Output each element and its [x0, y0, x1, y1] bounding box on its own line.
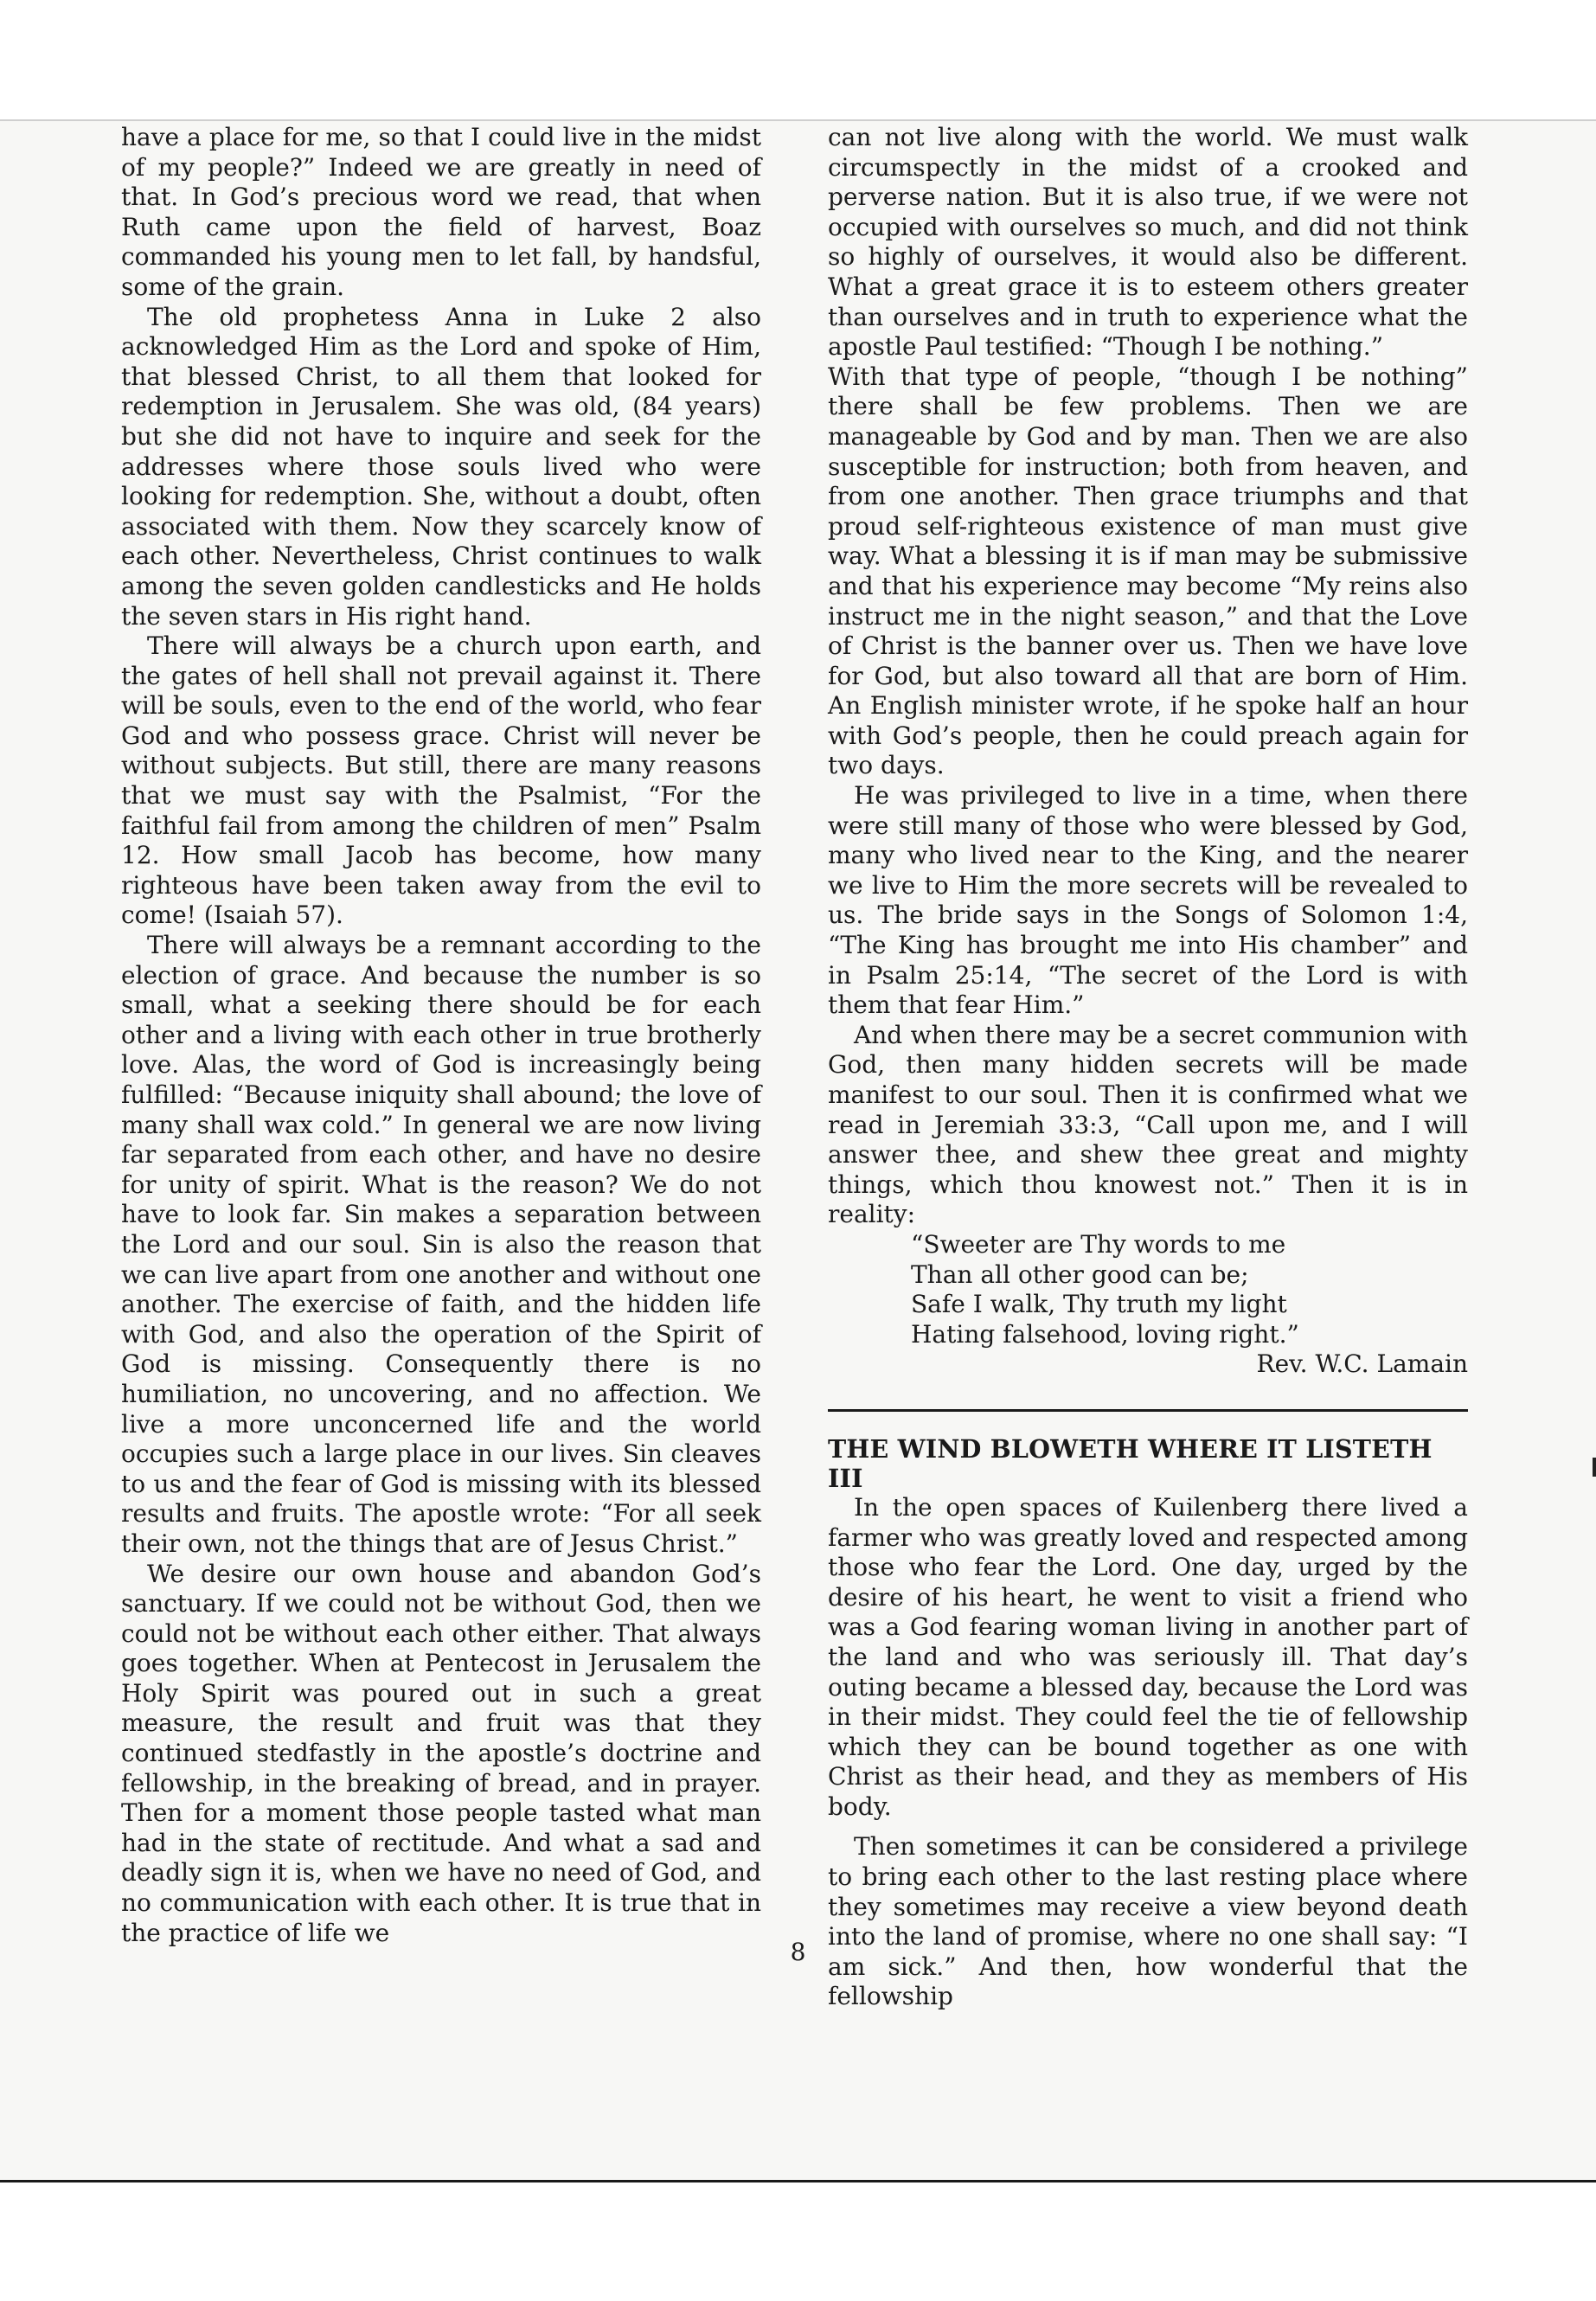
left-column	[121, 123, 761, 1948]
body-paragraph: With that type of people, “though I be nothing” there shall be few problems. Then we are manageable by God and by man. Then we are also susceptible for instruction; both from heaven, and from one another. Then grace triumphs and that proud self-righteous existence of man must give way. What a blessing it is if man may be submissive and that his experience may become “My reins also instruct me in the night season,” and that the Love of Christ is the banner over us. Then we have love for God, but also toward all that are born of Him. An English minister wrote, if he spoke half an hour with God’s people, then he could preach again for two days.	[828, 362, 1468, 780]
right-column	[828, 123, 1468, 2012]
body-paragraph: The old prophetess Anna in Luke 2 also acknowledged Him as the Lord and spoke of Him, that blessed Christ, to all them that looked for redemption in Jerusalem. She was old, (84 years) but she did not have to inquire and seek for the addresses where those souls lived who were looking for redemption. She, without a doubt, often associated with them. Now they scarcely know of each other. Nevertheless, Christ continues to walk among the seven golden candlesticks and He holds the seven stars in His right hand.	[121, 302, 761, 631]
author-signature: Rev. W.C. Lamain	[1256, 1349, 1468, 1379]
scan-edge-mark	[1593, 1458, 1596, 1477]
poem-line: Hating falsehood, loving right.”	[911, 1319, 1299, 1349]
poem-line: Safe I walk, Thy truth my light	[911, 1290, 1287, 1319]
poem-line: “Sweeter are Thy words to me	[911, 1229, 1286, 1259]
body-paragraph: And when there may be a secret communion with God, then many hidden secrets will be made manifest to our soul. Then it is confirmed what we read in Jeremiah 33:3, “Call upon me, and I will answer thee, and shew thee great and mighty things, which thou knowest not.” Then it is in reality:	[828, 1020, 1468, 1229]
body-paragraph: We desire our own house and abandon God’s sanctuary. If we could not be without God, then we could not be without each other either. That always goes together. When at Pentecost in Jerusalem the Holy Spirit was poured out in such a great measure, the result and fruit was that they continued stedfastly in the apostle’s doctrine and fellowship, in the breaking of bread, and in prayer. Then for a moment those people tasted what man had in the state of rectitude. And what a sad and deadly sign it is, when we have no need of God, and no communication with each other. It is true that in the practice of life we	[121, 1559, 761, 1947]
body-paragraph: There will always be a church upon earth, and the gates of hell shall not prevail against it. There will be souls, even to the end of the world, who fear God and who possess grace. Christ will never be without subjects. But still, there are many reasons that we must say with the Psalmist, “For the faithful fail from among the children of men” Psalm 12. How small Jacob has become, how many righteous have been taken away from the evil to come! (Isaiah 57).	[121, 631, 761, 930]
page-number: 8	[790, 1938, 806, 1966]
article-title: THE WIND BLOWETH WHERE IT LISTETH III	[828, 1433, 1433, 1493]
body-paragraph: have a place for me, so that I could live in the midst of my people?” Indeed we are greatly in need of that. In God’s precious word we read, that when Ruth came upon the field of harvest, Boaz commanded his young men to let fall, by handsful, some of the grain.	[121, 123, 761, 301]
body-paragraph: can not live along with the world. We must walk circumspectly in the midst of a crooked and perverse nation. But it is also true, if we were not occupied with ourselves so much, and did not think so highly of ourselves, it would also be different. What a great grace it is to esteem others greater than ourselves and in truth to experience what the apostle Paul testified: “Though I be nothing.”	[828, 123, 1468, 362]
poem-quote	[911, 1230, 1468, 1349]
body-paragraph: He was privileged to live in a time, when there were still many of those who were blessed by God, many who lived near to the King, and the nearer we live to Him the more secrets will be revealed to us. The bride says in the Songs of Solomon 1:4, “The King has brought me into His chamber” and in Psalm 25:14, “The secret of the Lord is with them that fear Him.”	[828, 781, 1468, 1020]
section-divider	[828, 1409, 1468, 1412]
body-paragraph: There will always be a remnant according to the election of grace. And because the number is so small, what a seeking there should be for each other and a living with each other in true brotherly love. Alas, the word of God is increasingly being fulfilled: “Because iniquity shall abound; the love of many shall wax cold.” In general we are now living far separated from each other, and have no desire for unity of spirit. What is the reason? We do not have to look far. Sin makes a separation between the Lord and our soul. Sin is also the reason that we can live apart from one another and without one another. The exercise of faith, and the hidden life with God, and also the operation of the Spirit of God is missing. Consequently there is no humiliation, no uncovering, and no affection. We live a more unconcerned life and the world occupies such a large place in our lives. Sin cleaves to us and the fear of God is missing with its blessed results and fruits. The apostle wrote: “For all seek their own, not the things that are of Jesus Christ.”	[121, 931, 761, 1558]
body-paragraph: In the open spaces of Kuilenberg there lived a farmer who was greatly loved and respected among those who fear the Lord. One day, urged by the desire of his heart, he went to visit a friend who was a God fearing woman living in another part of the land and who was seriously ill. That day’s outing became a blessed day, because the Lord was in their midst. They could feel the tie of fellowship which they can be bound together as one with Christ as their head, and they as members of His body.	[828, 1492, 1468, 1821]
body-paragraph: Then sometimes it can be considered a privilege to bring each other to the last resting place where they sometimes may receive a view beyond death into the land of promise, where no one shall say: “I am sick.” And then, how wonderful that the fellowship	[828, 1832, 1468, 2011]
poem-line: Than all other good can be;	[911, 1259, 1249, 1289]
